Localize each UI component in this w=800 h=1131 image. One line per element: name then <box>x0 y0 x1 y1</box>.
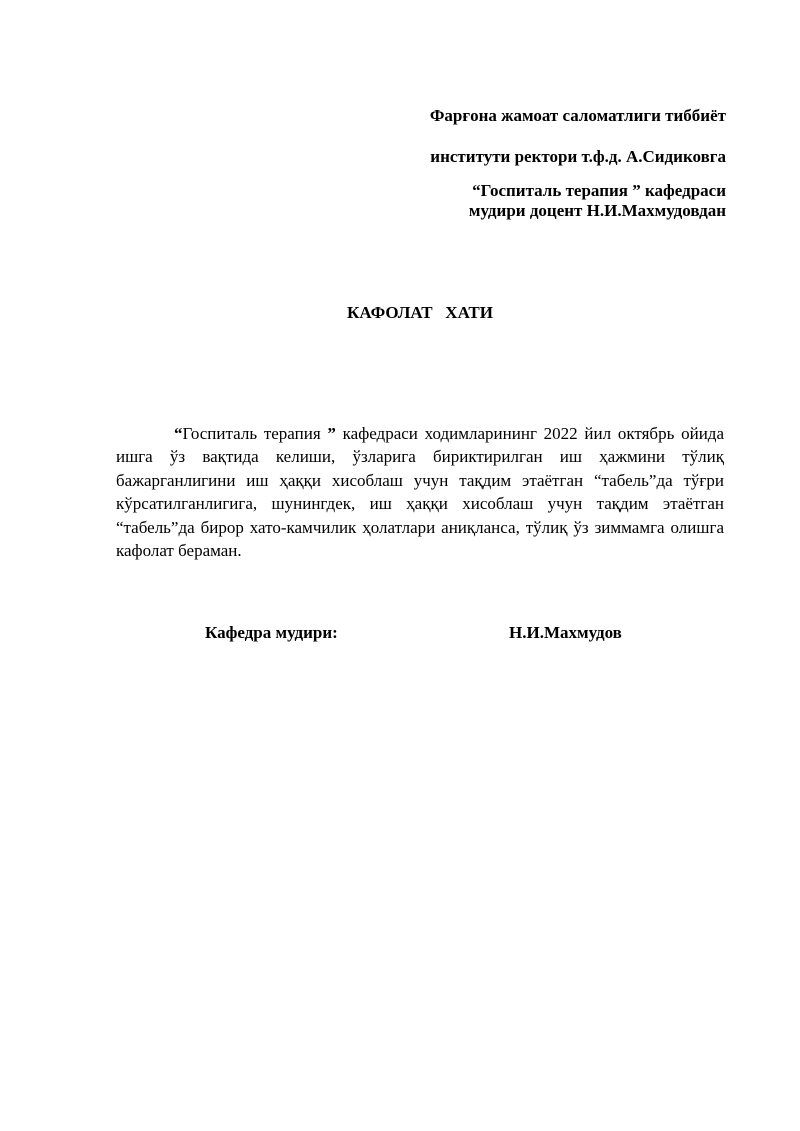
addressee-line-rector: институти ректори т.ф.д. А.Сидиковга <box>430 147 726 166</box>
signature-name: Н.И.Махмудов <box>509 623 622 642</box>
addressee-block <box>430 106 726 221</box>
letter-body-text: кафедраси ходимларининг 2022 йил октябрь ойида ишга ўз вақтида келиши, ўзларига бириктирилган иш ҳажмини тўлиқ бажарганлигини иш ҳаққи хисоблаш учун тақдим этаётган “табель”да тўғри кўрсатилганлигига, шунингдек, иш ҳаққи хисоблаш учун тақдим этаётган “табель”да бирор хато-камчилик ҳолатлари аниқланса, тўлиқ ўз зиммамга олишга кафолат бераман. <box>116 424 724 561</box>
letter-body <box>116 422 724 562</box>
department-name: Госпиталь терапия <box>182 424 328 443</box>
addressee-line-sender: мудири доцент Н.И.Махмудовдан <box>468 201 726 220</box>
open-quote: “ <box>174 424 183 443</box>
addressee-line-department: “Госпиталь терапия ” кафедраси <box>472 181 726 200</box>
signature-role: Кафедра мудири: <box>205 623 338 642</box>
document-title: КАФОЛАТ ХАТИ <box>347 303 493 322</box>
close-quote: ” <box>327 424 336 443</box>
addressee-line-institution: Фарғона жамоат саломатлиги тиббиёт <box>429 106 726 125</box>
